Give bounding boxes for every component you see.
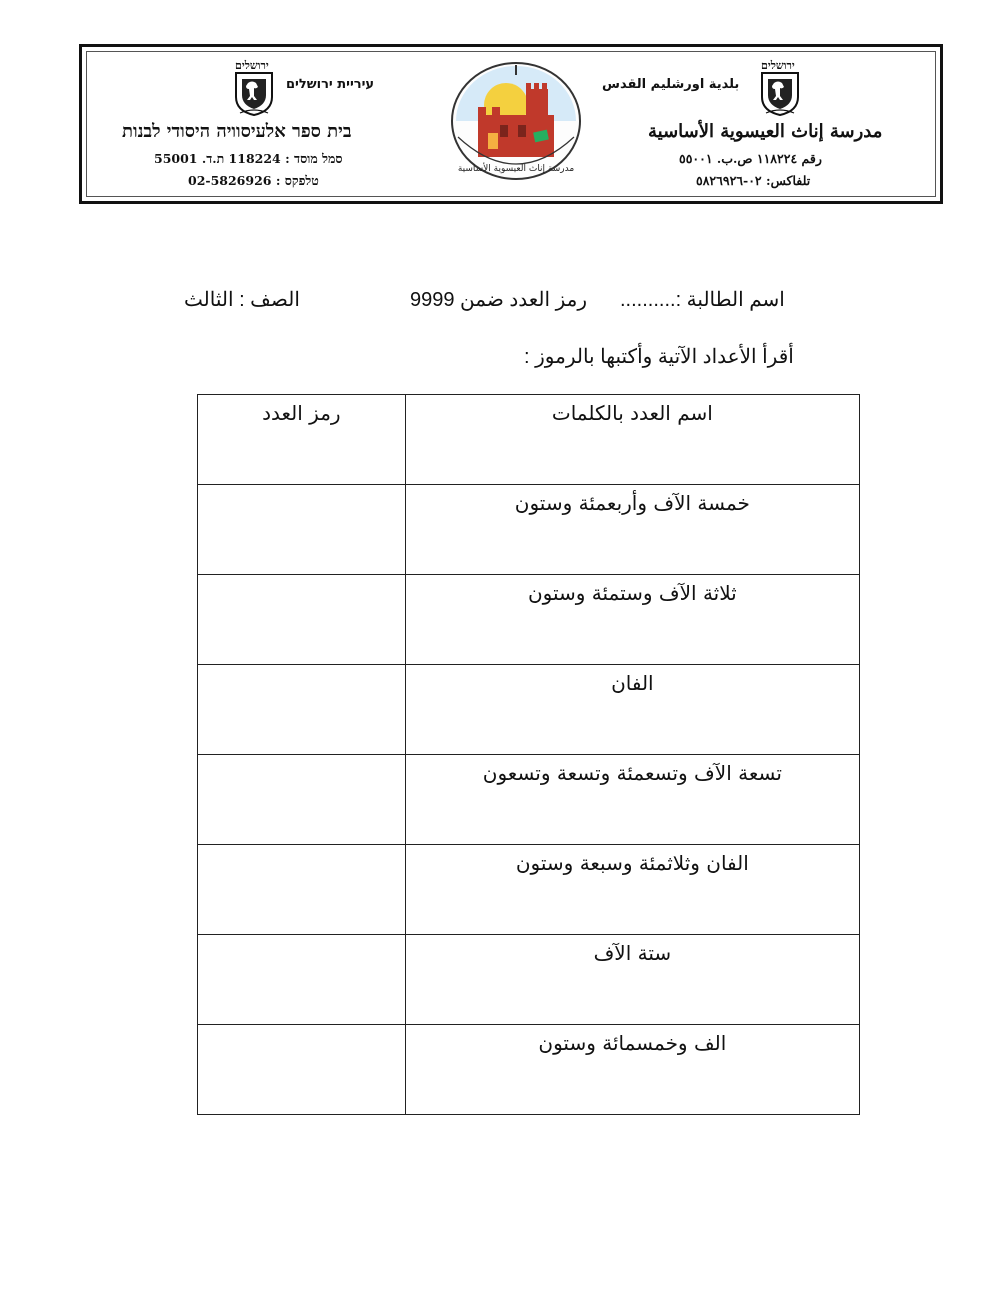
- table-row: [198, 665, 860, 755]
- number-words-cell: [405, 845, 859, 935]
- number-words-cell: [405, 665, 859, 755]
- table-row: [198, 1025, 860, 1115]
- answer-cell[interactable]: [198, 935, 406, 1025]
- answer-cell[interactable]: [198, 575, 406, 665]
- number-words: الف وخمسمائة وستون: [538, 1031, 727, 1055]
- number-words: الفان وثلاثمئة وسبعة وستون: [515, 851, 749, 875]
- answer-cell[interactable]: [198, 1025, 406, 1115]
- instruction: أقرأ الأعداد الآتية وأكتبها بالرموز :: [524, 346, 794, 368]
- answer-cell[interactable]: [198, 485, 406, 575]
- number-words: ثلاثة الآف وستمئة وستون: [527, 581, 737, 605]
- column-header-symbol: [198, 395, 406, 485]
- municipality-arabic: بلدية اورشليم القدس: [602, 77, 740, 92]
- table-row: [198, 845, 860, 935]
- answer-cell[interactable]: [198, 665, 406, 755]
- column-header-symbol-label: رمز العدد: [262, 401, 341, 425]
- number-words: الفان: [611, 671, 654, 695]
- answer-cell[interactable]: [198, 845, 406, 935]
- table-header-row: [198, 395, 860, 485]
- column-header-words: [405, 395, 859, 485]
- number-words: خمسة الآف وأربعمئة وستون: [514, 491, 750, 515]
- student-name-label: اسم الطالبة :..........: [620, 289, 785, 311]
- number-words: ستة الآف: [593, 941, 672, 965]
- municipality-hebrew: עיריית ירושלים: [286, 77, 375, 92]
- emblem-caption: مدرسة إناث العيسوية الأساسية: [457, 164, 575, 174]
- jerusalem-crest-icon: [232, 69, 276, 117]
- exercise-table: [197, 394, 860, 1115]
- number-words-cell: [405, 755, 859, 845]
- answer-cell[interactable]: [198, 755, 406, 845]
- table-row: [198, 935, 860, 1025]
- number-words: تسعة الآف وتسعمئة وتسعة وتسعون: [482, 761, 782, 785]
- worksheet-topic: رمز العدد ضمن 9999: [410, 289, 588, 311]
- code-line-arabic: رقم ١١٨٢٢٤ ص.ب. ٥٥٠٠١: [679, 151, 822, 166]
- jerusalem-crest-icon: [758, 69, 802, 117]
- school-emblem-icon: [448, 59, 584, 183]
- fax-line-hebrew: טלפקס : 02-5826926: [188, 173, 319, 188]
- table-row: [198, 755, 860, 845]
- fax-line-arabic: تلفاكس: ٠٢-٥٨٢٦٩٢٦: [696, 173, 811, 188]
- code-line-hebrew: סמל מוסד : 118224 ת.ד. 55001: [154, 151, 343, 166]
- number-words-cell: [405, 485, 859, 575]
- number-words-cell: [405, 935, 859, 1025]
- school-name-hebrew: בית ספר אלעיסוויה היסודי לבנות: [122, 121, 352, 142]
- crest-label-right: ירושלים: [761, 59, 795, 72]
- number-words-cell: [405, 575, 859, 665]
- column-header-words-label: اسم العدد بالكلمات: [551, 401, 713, 425]
- table-row: [198, 485, 860, 575]
- number-words-cell: [405, 1025, 859, 1115]
- letterhead: [79, 44, 943, 204]
- table-row: [198, 575, 860, 665]
- school-name-arabic: مدرسة إناث العيسوية الأساسية: [648, 121, 883, 142]
- grade-label: الصف : الثالث: [184, 289, 300, 311]
- crest-label-left: ירושלים: [235, 59, 269, 72]
